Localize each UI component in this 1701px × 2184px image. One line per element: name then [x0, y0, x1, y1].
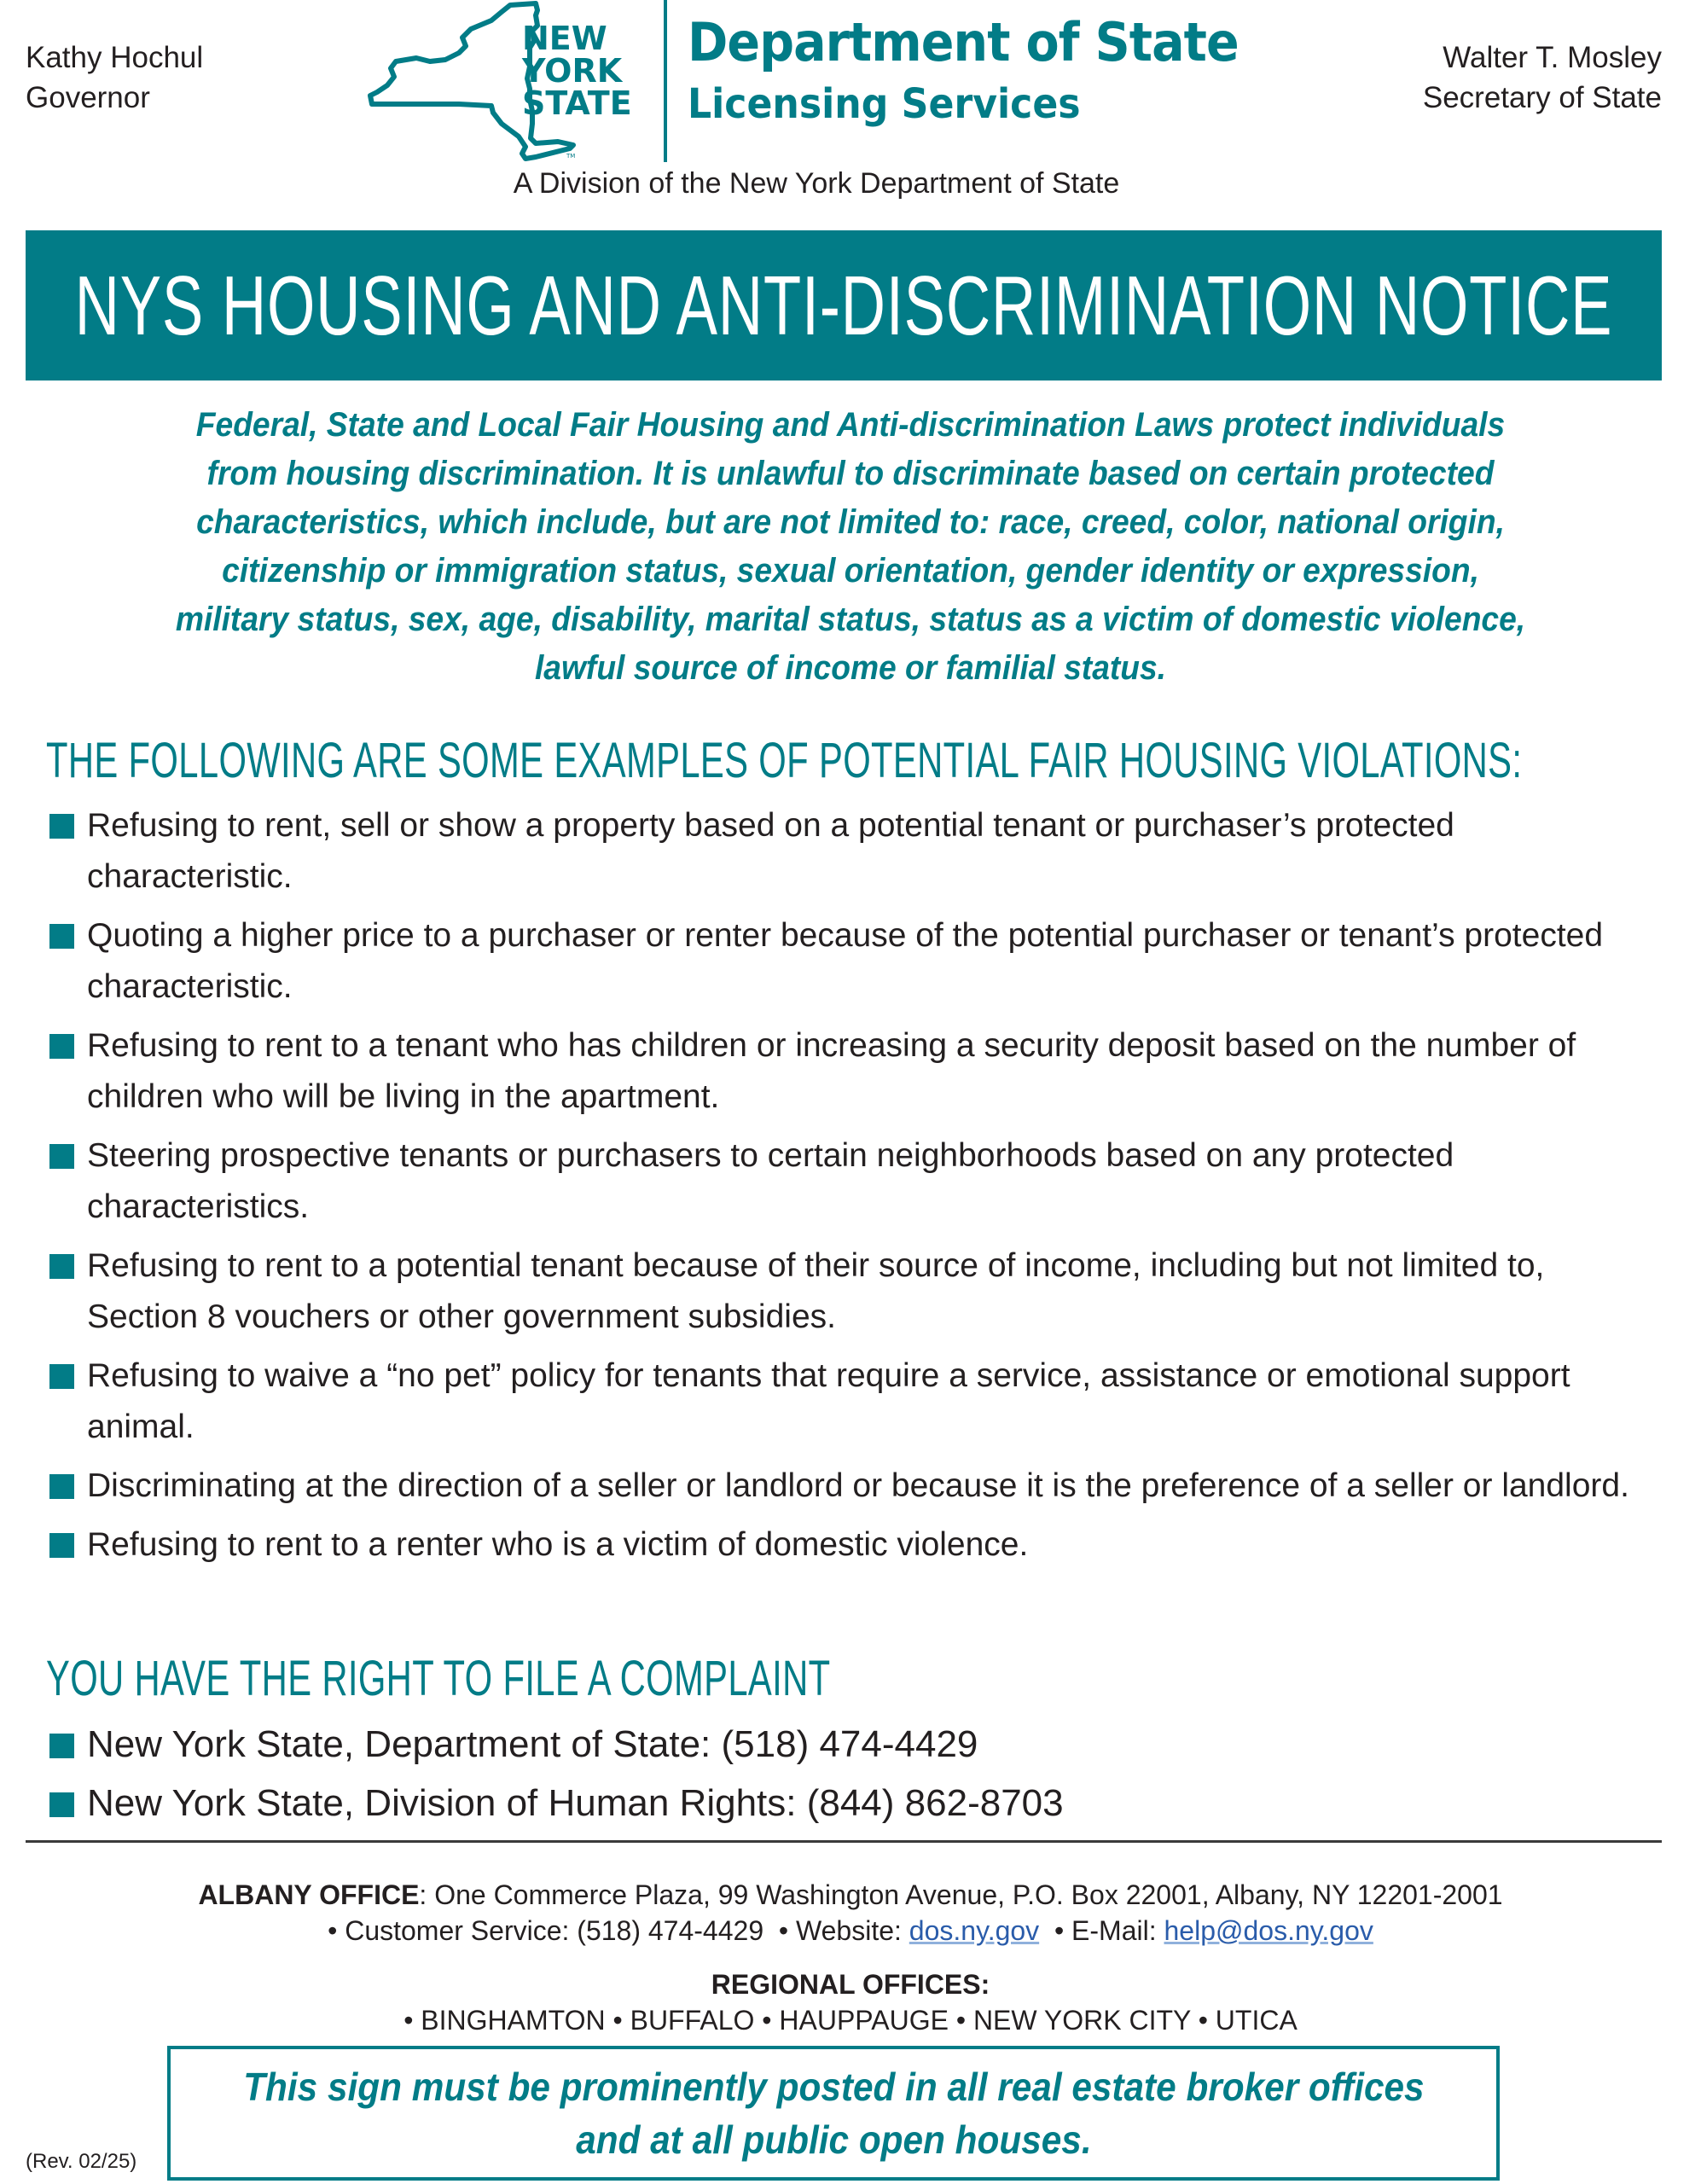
page-title: NYS HOUSING AND ANTI-DISCRIMINATION NOTICE [74, 258, 1613, 352]
complaint-heading: YOU HAVE THE RIGHT TO FILE A COMPLAINT [46, 1651, 831, 1706]
list-item: Steering prospective tenants or purchasers to certain neighborhoods based on any protected characteristics. [49, 1130, 1653, 1233]
revision-label: (Rev. 02/25) [26, 2150, 137, 2173]
square-bullet-icon [49, 1734, 74, 1758]
contact-item-dos: New York State, Department of State: (518) 474-4429 [49, 1718, 1653, 1771]
intro-line: lawful source of income or familial status. [534, 649, 1167, 687]
contact-item-dhr: New York State, Division of Human Rights: (844) 862-8703 [49, 1777, 1653, 1830]
nys-wordmark: NEW YORK STATE [522, 20, 632, 122]
footer-divider [26, 1840, 1662, 1843]
albany-office-label: ALBANY OFFICE [198, 1879, 420, 1910]
nys-dos-logo [365, 0, 1252, 171]
list-item: Refusing to waive a “no pet” policy for tenants that require a service, assistance or emotional support animal. [49, 1350, 1653, 1453]
regional-offices-label: REGIONAL OFFICES: [711, 1969, 990, 2000]
intro-statement [51, 401, 1650, 693]
intro-line: Federal, State and Local Fair Housing and Anti-discrimination Laws protect individuals [195, 406, 1506, 444]
square-bullet-icon [49, 1034, 74, 1059]
governor-block [26, 38, 203, 118]
list-item: Refusing to rent to a potential tenant because of their source of income, including but not limited to, Section 8 vouchers or other government subsidies. [49, 1240, 1653, 1343]
square-bullet-icon [49, 1792, 74, 1817]
list-item: Discriminating at the direction of a seller or landlord or because it is the preference of a seller or landlord. [49, 1461, 1653, 1512]
regional-offices-list: • BINGHAMTON • BUFFALO • HAUPPAUGE • NEW YORK CITY • UTICA [403, 2005, 1298, 2036]
albany-office-info [0, 1877, 1701, 1949]
division-name: Licensing Services [688, 80, 1081, 128]
violations-list [49, 800, 1653, 1578]
intro-line: characteristics, which include, but are not limited to: race, creed, color, national origin, [196, 503, 1505, 541]
square-bullet-icon [49, 1254, 74, 1279]
posting-notice-line: This sign must be prominently posted in all real estate broker offices [242, 2065, 1425, 2109]
square-bullet-icon [49, 1474, 74, 1499]
trademark-symbol: TM [566, 153, 576, 160]
list-item: Refusing to rent, sell or show a property based on a potential tenant or purchaser’s protected characteristic. [49, 800, 1653, 903]
intro-line: from housing discrimination. It is unlawful to discriminate based on certain protected [206, 455, 1495, 492]
violations-heading: THE FOLLOWING ARE SOME EXAMPLES OF POTENTIAL FAIR HOUSING VIOLATIONS: [46, 733, 1523, 788]
department-name: Department of State [688, 11, 1239, 73]
customer-service: • Customer Service: (518) 474-4429 [328, 1915, 764, 1946]
website-label: • Website: [778, 1915, 902, 1946]
posting-notice-box [167, 2046, 1500, 2181]
square-bullet-icon [49, 1533, 74, 1558]
intro-line: citizenship or immigration status, sexual orientation, gender identity or expression, [222, 552, 1479, 590]
intro-line: military status, sex, age, disability, marital status, status as a victim of domestic violence, [175, 601, 1526, 638]
list-item: Quoting a higher price to a purchaser or renter because of the potential purchaser or tenant’s protected characteristic. [49, 910, 1653, 1013]
secretary-title: Secretary of State [1422, 81, 1662, 114]
complaint-contacts [49, 1718, 1653, 1836]
posting-notice-line: and at all public open houses. [575, 2117, 1092, 2162]
regional-offices-info [0, 1966, 1701, 2038]
list-item: Refusing to rent to a renter who is a victim of domestic violence. [49, 1519, 1653, 1571]
square-bullet-icon [49, 1364, 74, 1389]
square-bullet-icon [49, 1144, 74, 1169]
title-banner [26, 230, 1662, 380]
square-bullet-icon [49, 814, 74, 839]
secretary-block [1423, 38, 1662, 118]
email-link[interactable]: help@dos.ny.gov [1164, 1915, 1373, 1946]
division-subtitle: A Division of the New York Department of State [513, 167, 1120, 200]
secretary-name: Walter T. Mosley [1443, 41, 1662, 74]
logo-divider [664, 0, 667, 162]
square-bullet-icon [49, 924, 74, 949]
list-item: Refusing to rent to a tenant who has children or increasing a security deposit based on the number of children who will be living in the apartment. [49, 1020, 1653, 1123]
governor-name: Kathy Hochul [26, 41, 204, 74]
governor-title: Governor [26, 81, 150, 114]
email-label: • E-Mail: [1054, 1915, 1157, 1946]
website-link[interactable]: dos.ny.gov [909, 1915, 1040, 1946]
albany-address: : One Commerce Plaza, 99 Washington Avenue, P.O. Box 22001, Albany, NY 12201-2001 [419, 1879, 1503, 1910]
